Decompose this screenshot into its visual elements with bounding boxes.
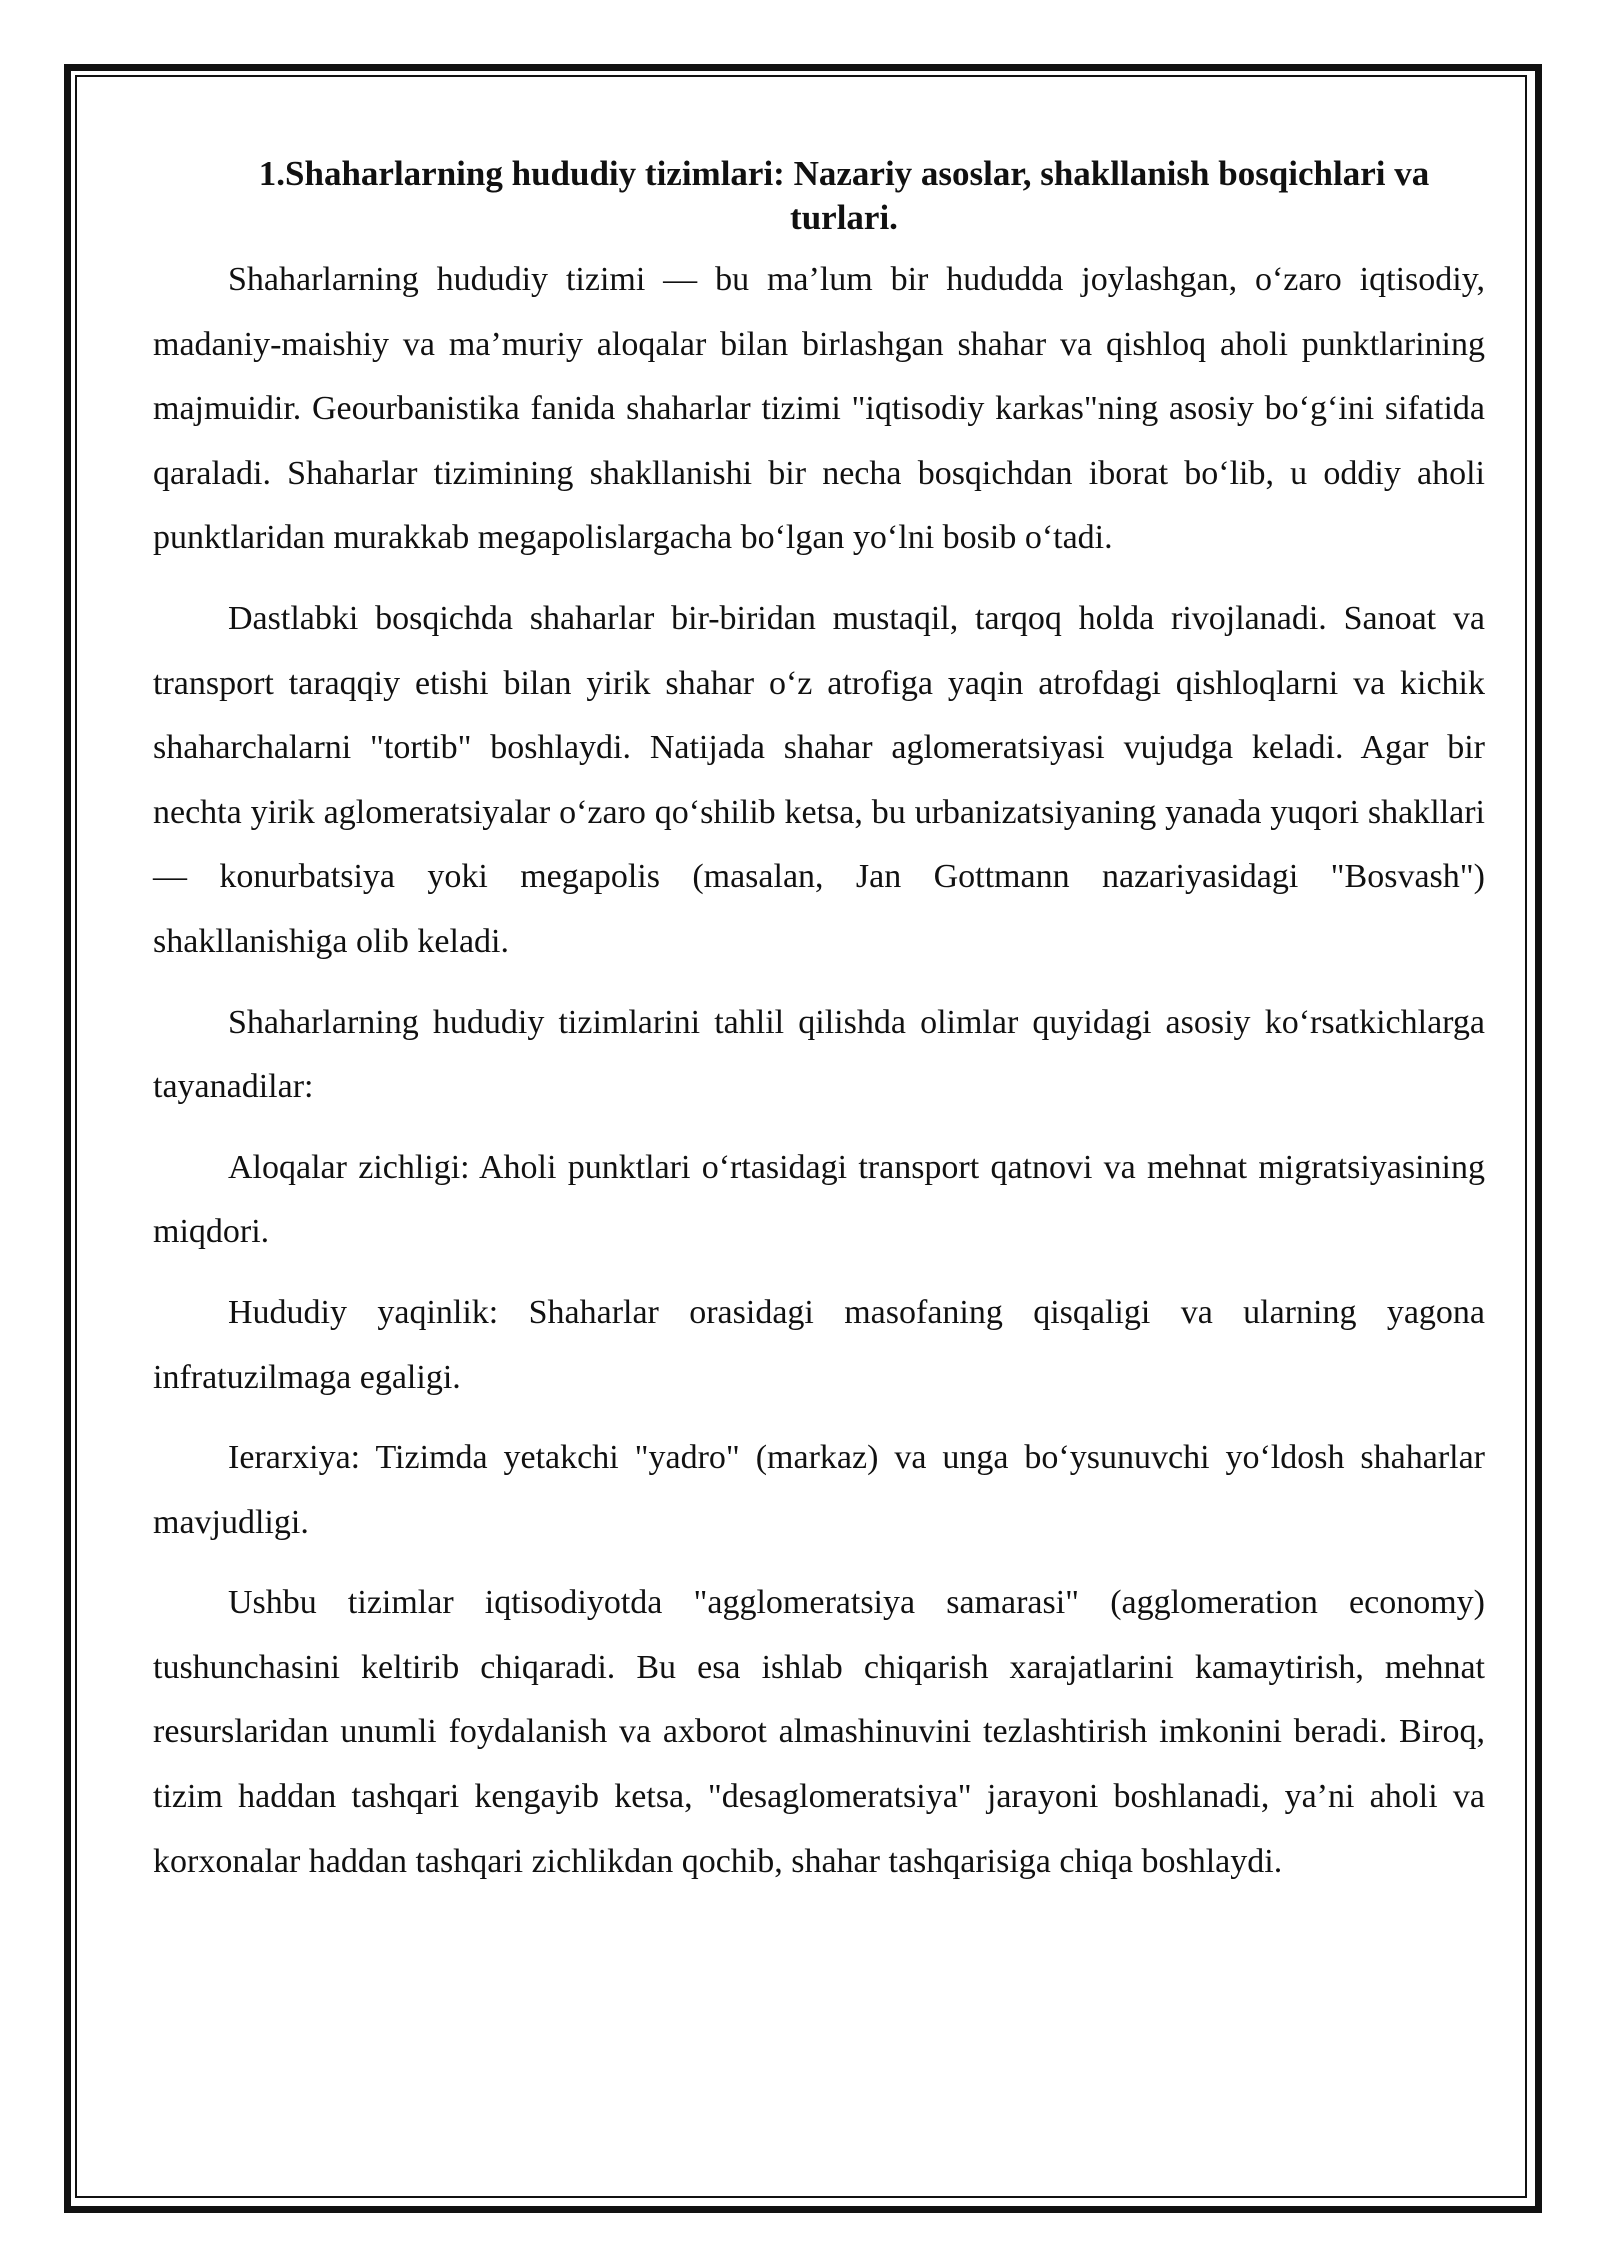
paragraph-proximity: Hududiy yaqinlik: Shaharlar orasidagi masofaning qisqaligi va ularning yagona infratuzilmaga egaligi.: [153, 1293, 1485, 1396]
paragraph-definition: Shaharlarning hududiy tizimi — bu ma’lum bir hududda joylashgan, o‘zaro iqtisodiy, madaniy-maishiy va ma’muriy aloqalar bilan birlashgan shahar va qishloq aholi punktlarining majmuidir. Geourbanistika fanida shaharlar tizimi "iqtisodiy karkas"ning asosiy bo‘g‘ini sifatida qaraladi. Shaharlar tizimining shakllanishi bir necha bosqichdan iborat bo‘lib, u oddiy aholi punktlaridan murakkab megapolislargacha bo‘lgan yo‘lni bosib o‘tadi.: [153, 261, 1485, 557]
document-title: 1.Shaharlarning hududiy tizimlari: Nazariy asoslar, shakllanish bosqichlari va turlari.: [258, 154, 1430, 237]
document-body: [153, 152, 1485, 1910]
paragraph-link-density: Aloqalar zichligi: Aholi punktlari o‘rtasidagi transport qatnovi va mehnat migratsiyasining miqdori.: [153, 1148, 1485, 1251]
paragraph-stages: Dastlabki bosqichda shaharlar bir-biridan mustaqil, tarqoq holda rivojlanadi. Sanoat va transport taraqqiy etishi bilan yirik shahar o‘z atrofiga yaqin atrofdagi qishloqlarni va kichik shaharchalarni "tortib" boshlaydi. Natijada shahar aglomeratsiyasi vujudga keladi. Agar bir nechta yirik aglomeratsiyalar o‘zaro qo‘shilib ketsa, bu urbanizatsiyaning yanada yuqori shakllari — konurbatsiya yoki megapolis (masalan, Jan Gottmann nazariyasidagi "Bosvash") shakllanishiga olib keladi.: [153, 599, 1485, 960]
paragraph-agglomeration-economy: Ushbu tizimlar iqtisodiyotda "agglomeratsiya samarasi" (agglomeration economy) tushunchasini keltirib chiqaradi. Bu esa ishlab chiqarish xarajatlarini kamaytirish, mehnat resurslaridan unumli foydalanish va axborot almashinuvini tezlashtirish imkonini beradi. Biroq, tizim haddan tashqari kengayib ketsa, "desaglomeratsiya" jarayoni boshlanadi, ya’ni aholi va korxonalar haddan tashqari zichlikdan qochib, shahar tashqarisiga chiqa boshlaydi.: [153, 1584, 1485, 1880]
paragraph-indicators-intro: Shaharlarning hududiy tizimlarini tahlil qilishda olimlar quyidagi asosiy ko‘rsatkichlarga tayanadilar:: [153, 1003, 1485, 1106]
paragraph-hierarchy: Ierarxiya: Tizimda yetakchi "yadro" (markaz) va unga bo‘ysunuvchi yo‘ldosh shaharlar mavjudligi.: [153, 1439, 1485, 1541]
